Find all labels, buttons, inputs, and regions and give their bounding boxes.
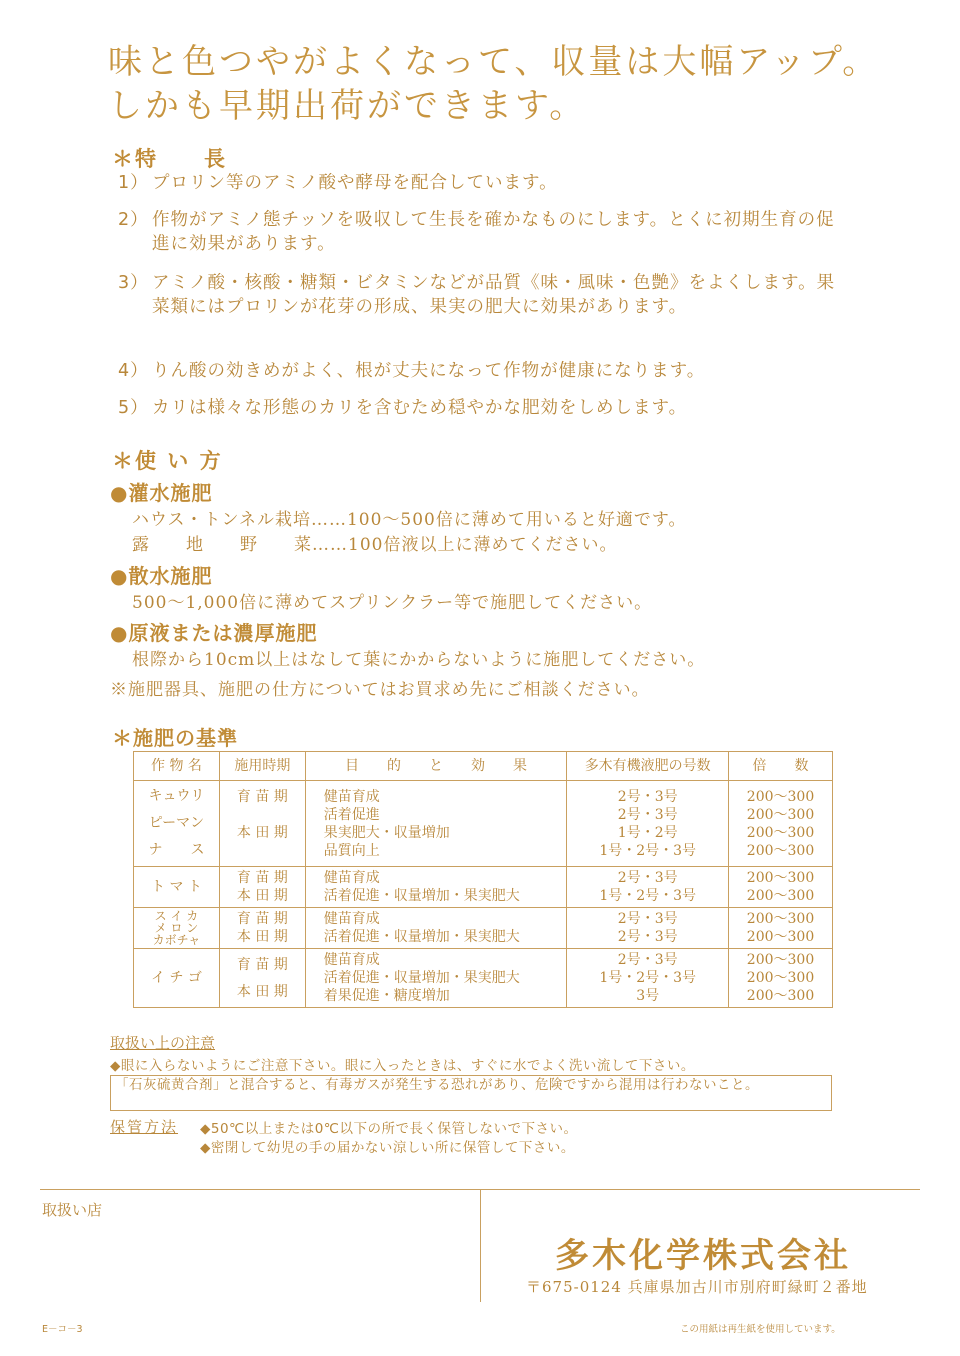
number-text: 2号・3号	[617, 929, 678, 945]
purpose-text: 健苗育成	[323, 870, 380, 886]
number-text: 1号・2号・3号	[599, 842, 697, 859]
period-name: 育 苗 期	[236, 911, 288, 927]
period-name: 育 苗 期	[236, 788, 288, 805]
feature-item-2	[118, 208, 852, 256]
purpose-text: 健苗育成	[323, 788, 380, 805]
crop-name: イ チ ゴ	[151, 970, 202, 986]
purpose-text: 活着促進・収量増加・果実肥大	[323, 929, 520, 945]
feature-item-1	[118, 171, 852, 195]
number-text: 2号・3号	[617, 806, 678, 823]
ratio-text: 200～300	[746, 988, 815, 1004]
table-header-row	[134, 752, 833, 781]
crop-cell	[134, 867, 220, 908]
period-cell	[219, 908, 305, 949]
ratio-cell	[729, 781, 833, 867]
period-name: 育 苗 期	[236, 956, 288, 973]
number-text: 3号	[636, 988, 660, 1004]
purpose-text: 活着促進	[323, 806, 380, 823]
period-name: 本 田 期	[236, 929, 288, 945]
table-row	[134, 908, 833, 949]
undiluted-line-1: 根際から10cm以上はなして葉にかからないように施肥してください。	[132, 650, 706, 670]
crop-name: ト マ ト	[151, 879, 202, 895]
number-cell	[567, 781, 729, 867]
standard-title: ＊施肥の基準	[112, 726, 238, 750]
fertilizer-standard-table	[133, 751, 833, 1008]
storage-line-2: ◆密閉して幼児の手の届かない涼しい所に保管して下さい。	[200, 1140, 575, 1156]
feature-num: 2）	[118, 210, 149, 230]
purpose-text: 果実肥大・収量増加	[323, 824, 450, 841]
header-crop: 作 物 名	[134, 752, 220, 781]
crop-name: ナ ス	[148, 842, 205, 858]
feature-item-5	[118, 396, 852, 420]
period-name: 本 田 期	[236, 824, 288, 841]
usage-note: ※施肥器具、施肥の仕方についてはお買求め先にご相談ください。	[110, 680, 650, 700]
ratio-text: 200～300	[746, 952, 815, 968]
period-cell	[219, 781, 305, 867]
period-cell	[219, 867, 305, 908]
caution-line-1: ◆眼に入らないようにご注意下さい。眼に入ったときは、すぐに水でよく洗い流して下さい。	[110, 1058, 695, 1074]
feature-num: 3）	[118, 273, 149, 293]
purpose-cell	[305, 949, 567, 1008]
feature-num: 5）	[118, 398, 149, 418]
purpose-cell	[305, 908, 567, 949]
header-period: 施用時期	[219, 752, 305, 781]
ratio-cell	[729, 949, 833, 1008]
features-title: ＊特 長	[112, 146, 227, 171]
purpose-cell	[305, 867, 567, 908]
purpose-text: 品質向上	[323, 842, 380, 859]
company-address: 〒675-0124 兵庫県加古川市別府町緑町２番地	[526, 1278, 868, 1296]
crop-cell	[134, 781, 220, 867]
period-name: 本 田 期	[236, 888, 288, 904]
number-text: 2号・3号	[617, 911, 678, 927]
period-cell	[219, 949, 305, 1008]
sprinkle-line-1: 500～1,000倍に薄めてスプリンクラー等で施肥してください。	[132, 593, 653, 613]
number-text: 2号・3号	[617, 788, 678, 805]
store-label: 取扱い店	[42, 1201, 103, 1219]
footer-vertical-divider	[480, 1190, 481, 1302]
recycled-paper-note: この用紙は再生紙を使用しています。	[680, 1324, 841, 1335]
crop-cell	[134, 908, 220, 949]
feature-text: アミノ酸・核酸・糖類・ビタミンなどが品質《味・風味・色艶》をよくします。果菜類にはプロリンが花芽の形成、果実の肥大に効果があります。	[152, 273, 836, 317]
table-row	[134, 781, 833, 867]
purpose-text: 健苗育成	[323, 952, 380, 968]
period-name: 育 苗 期	[236, 870, 288, 886]
period-name: 本 田 期	[236, 983, 288, 1000]
purpose-text: 着果促進・糖度増加	[323, 988, 450, 1004]
crop-cell	[134, 949, 220, 1008]
number-cell	[567, 867, 729, 908]
headline-line-2: しかも早期出荷ができます。	[108, 86, 587, 126]
ratio-text: 200～300	[746, 842, 815, 859]
ratio-text: 200～300	[746, 806, 815, 823]
ratio-text: 200～300	[746, 970, 815, 986]
storage-line-1: ◆50℃以上または0℃以下の所で長く保管しないで下さい。	[200, 1121, 578, 1137]
purpose-text: 活着促進・収量増加・果実肥大	[323, 888, 520, 904]
ratio-text: 200～300	[746, 888, 815, 904]
purpose-text: 健苗育成	[323, 911, 380, 927]
ratio-cell	[729, 908, 833, 949]
feature-text: りん酸の効きめがよく、根が丈夫になって作物が健康になります。	[152, 361, 706, 381]
feature-item-4	[118, 359, 852, 383]
ratio-cell	[729, 867, 833, 908]
ratio-text: 200～300	[746, 929, 815, 945]
feature-item-3	[118, 271, 852, 319]
undiluted-title: ●原液または濃厚施肥	[110, 621, 318, 645]
number-text: 1号・2号・3号	[599, 888, 697, 904]
sprinkle-title: ●散水施肥	[110, 564, 213, 588]
caution-boxed-warning: 「石灰硫黄合剤」と混合すると、有毒ガスが発生する恐れがあり、危険ですから混用は行わないこと。	[110, 1075, 832, 1111]
feature-num: 4）	[118, 361, 149, 381]
document-code: E－コ－3	[42, 1324, 83, 1335]
header-ratio: 倍 数	[729, 752, 833, 781]
caution-title: 取扱い上の注意	[110, 1034, 216, 1052]
irrigation-line-1: ハウス・トンネル栽培……100～500倍に薄めて用いると好適です。	[132, 510, 687, 530]
irrigation-line-2: 露 地 野 菜……100倍液以上に薄めてください。	[132, 535, 618, 555]
purpose-text: 活着促進・収量増加・果実肥大	[323, 970, 520, 986]
feature-text: 作物がアミノ態チッソを吸収して生長を確かなものにします。とくに初期生育の促進に効果があります。	[152, 210, 835, 254]
feature-text: プロリン等のアミノ酸や酵母を配合しています。	[152, 173, 558, 193]
storage-title: 保管方法	[110, 1118, 179, 1136]
feature-num: 1）	[118, 173, 149, 193]
number-text: 1号・2号・3号	[599, 970, 697, 986]
usage-title: ＊使 い 方	[112, 448, 223, 473]
header-number: 多木有機液肥の号数	[567, 752, 729, 781]
ratio-text: 200～300	[746, 788, 815, 805]
purpose-cell	[305, 781, 567, 867]
number-text: 2号・3号	[617, 870, 678, 886]
table-row	[134, 949, 833, 1008]
crop-name: ピーマン	[148, 815, 205, 831]
number-text: 2号・3号	[617, 952, 678, 968]
number-cell	[567, 908, 729, 949]
irrigation-title: ●灌水施肥	[110, 481, 213, 505]
table-row	[134, 867, 833, 908]
crop-name: ス イ カ	[154, 909, 199, 923]
feature-text: カリは様々な形態のカリを含むため穏やかな肥効をしめします。	[152, 398, 688, 418]
header-purpose: 目 的 と 効 果	[305, 752, 567, 781]
ratio-text: 200～300	[746, 911, 815, 927]
ratio-text: 200～300	[746, 824, 815, 841]
company-name: 多木化学株式会社	[555, 1236, 851, 1276]
number-text: 1号・2号	[617, 824, 678, 841]
crop-name: キュウリ	[148, 788, 205, 804]
ratio-text: 200～300	[746, 870, 815, 886]
crop-name: カボチャ	[152, 933, 201, 947]
headline-line-1: 味と色つやがよくなって、収量は大幅アップ。	[108, 42, 880, 82]
crop-name: メ ロ ン	[154, 921, 199, 935]
number-cell	[567, 949, 729, 1008]
